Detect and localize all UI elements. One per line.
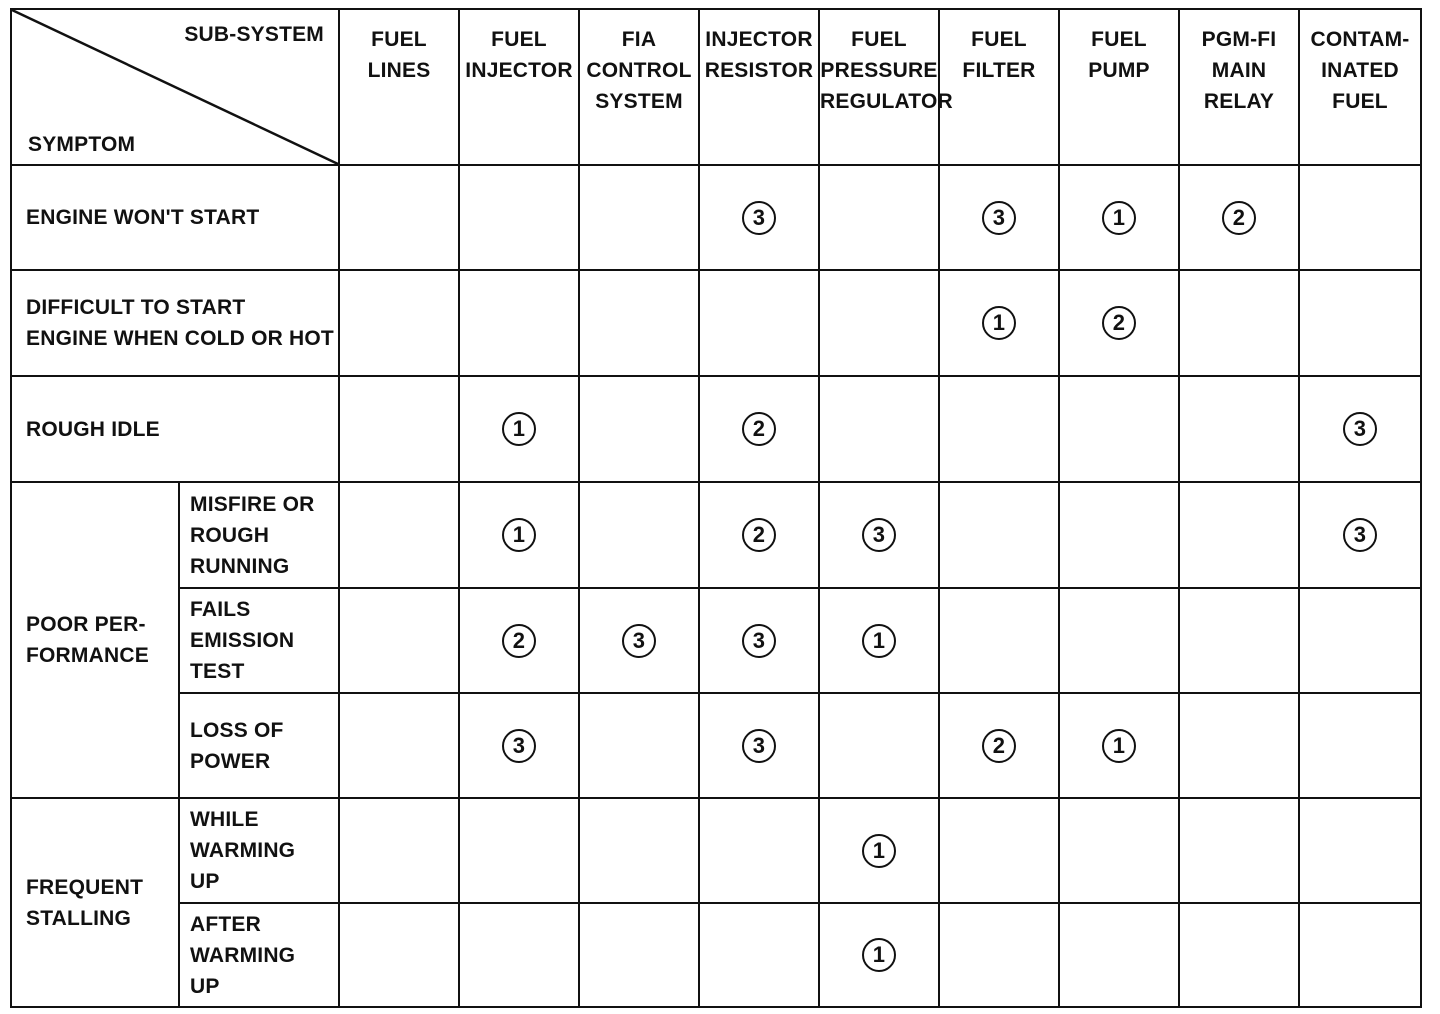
symptom-label <box>11 165 339 270</box>
corner-header-cell <box>11 9 339 165</box>
priority-cell <box>579 588 699 693</box>
priority-number-circle: 1 <box>862 834 896 868</box>
priority-cell <box>1059 693 1179 798</box>
symptom-group-text: STALLING <box>26 906 132 930</box>
priority-cell <box>339 482 459 588</box>
sub-symptom-text: FAILS <box>190 598 251 621</box>
priority-cell <box>339 903 459 1007</box>
priority-number-circle: 2 <box>742 412 776 446</box>
symptom-row <box>11 798 1421 903</box>
header-row <box>11 9 1421 165</box>
priority-number-circle: 3 <box>622 624 656 658</box>
priority-number-circle: 1 <box>1102 729 1136 763</box>
priority-cell <box>579 798 699 903</box>
priority-cell <box>459 798 579 903</box>
priority-cell <box>1299 482 1421 588</box>
column-header-label: RESISTOR <box>704 59 814 82</box>
priority-cell <box>459 165 579 270</box>
sub-symptom-text: AFTER <box>190 912 261 936</box>
priority-cell <box>939 165 1059 270</box>
priority-cell <box>459 588 579 693</box>
sub-symptom-text: RUNNING <box>190 554 290 578</box>
sub-symptom-text: MISFIRE OR <box>190 492 315 516</box>
symptom-row <box>11 270 1421 376</box>
priority-cell <box>699 482 819 588</box>
priority-cell <box>1059 270 1179 376</box>
sub-symptom-text: POWER <box>190 749 271 773</box>
column-header-contaminated-fuel <box>1299 9 1421 165</box>
column-header-injector-resistor <box>699 9 819 165</box>
priority-cell <box>819 903 939 1007</box>
priority-cell <box>339 165 459 270</box>
priority-cell <box>1299 903 1421 1007</box>
priority-cell <box>1179 482 1299 588</box>
sub-symptom-text: WARMING <box>190 943 296 967</box>
column-header-pgm-fi-main-relay <box>1179 9 1299 165</box>
priority-number-circle: 1 <box>502 412 536 446</box>
sub-symptom-label <box>179 903 339 1007</box>
priority-cell <box>819 165 939 270</box>
sub-symptom-text: WARMING <box>190 839 296 862</box>
column-header-label: INATED <box>1321 59 1399 82</box>
column-header-fuel-pump <box>1059 9 1179 165</box>
priority-cell <box>339 270 459 376</box>
priority-cell <box>579 903 699 1007</box>
priority-cell <box>579 376 699 482</box>
priority-cell <box>579 693 699 798</box>
priority-cell <box>339 798 459 903</box>
sub-symptom-text: UP <box>190 870 220 893</box>
priority-number-circle: 3 <box>502 729 536 763</box>
priority-cell <box>939 798 1059 903</box>
sub-symptom-label <box>179 588 339 693</box>
symptom-group-label <box>11 798 179 1007</box>
priority-cell <box>1299 693 1421 798</box>
priority-cell <box>939 588 1059 693</box>
column-header-label: FUEL <box>971 28 1027 51</box>
priority-cell <box>459 376 579 482</box>
column-header-label: FUEL <box>851 28 907 51</box>
priority-number-circle: 3 <box>862 518 896 552</box>
sub-symptom-text: LOSS OF <box>190 718 284 742</box>
column-header-label: MAIN <box>1211 59 1267 82</box>
symptom-group-text: FORMANCE <box>26 644 149 667</box>
sub-symptom-label <box>179 693 339 798</box>
column-header-fia-control <box>579 9 699 165</box>
sub-symptom-text: ROUGH <box>190 523 270 547</box>
priority-cell <box>819 270 939 376</box>
priority-number-circle: 2 <box>742 518 776 552</box>
priority-cell <box>579 270 699 376</box>
priority-cell <box>339 376 459 482</box>
priority-cell <box>1059 376 1179 482</box>
column-header-label: FUEL <box>1091 28 1147 51</box>
column-header-label: FUEL <box>1332 90 1388 113</box>
symptom-troubleshooting-table <box>10 8 1422 1008</box>
sub-symptom-text: EMISSION <box>190 629 295 652</box>
priority-number-circle: 2 <box>502 624 536 658</box>
symptom-text: ROUGH IDLE <box>26 417 160 441</box>
priority-cell <box>1179 903 1299 1007</box>
priority-cell <box>819 376 939 482</box>
sub-symptom-label <box>179 482 339 588</box>
priority-cell <box>819 693 939 798</box>
column-header-label: FUEL <box>371 28 427 51</box>
column-header-fuel-lines <box>339 9 459 165</box>
priority-cell <box>939 903 1059 1007</box>
priority-cell <box>819 482 939 588</box>
priority-cell <box>1179 798 1299 903</box>
priority-number-circle: 1 <box>502 518 536 552</box>
priority-number-circle: 2 <box>1222 201 1256 235</box>
priority-cell <box>819 588 939 693</box>
priority-number-circle: 3 <box>742 729 776 763</box>
column-header-label: INJECTOR <box>705 28 813 51</box>
column-header-fuel-pressure-regulator <box>819 9 953 165</box>
symptom-group-label <box>11 482 179 798</box>
priority-cell <box>699 903 819 1007</box>
priority-cell <box>1299 376 1421 482</box>
sub-symptom-text: TEST <box>190 660 245 683</box>
symptom-label <box>11 376 339 482</box>
priority-number-circle: 3 <box>982 201 1016 235</box>
priority-cell <box>1299 270 1421 376</box>
priority-number-circle: 1 <box>862 938 896 972</box>
priority-number-circle: 3 <box>742 624 776 658</box>
column-header-label: RELAY <box>1203 90 1275 113</box>
priority-cell <box>819 798 939 903</box>
priority-cell <box>1299 588 1421 693</box>
priority-cell <box>699 376 819 482</box>
priority-number-circle: 2 <box>1102 306 1136 340</box>
priority-cell <box>1299 165 1421 270</box>
priority-cell <box>699 798 819 903</box>
priority-cell <box>699 693 819 798</box>
column-header-label: PRESSURE <box>820 59 938 82</box>
priority-cell <box>579 165 699 270</box>
column-header-label: FUEL <box>491 28 547 51</box>
priority-cell <box>1179 270 1299 376</box>
column-header-fuel-injector <box>459 9 579 165</box>
priority-cell <box>1179 376 1299 482</box>
priority-cell <box>1179 588 1299 693</box>
priority-number-circle: 1 <box>1102 201 1136 235</box>
sub-symptom-label <box>179 798 339 903</box>
column-header-label: PUMP <box>1088 59 1150 82</box>
sub-symptom-text: UP <box>190 974 220 998</box>
priority-cell <box>339 693 459 798</box>
symptom-row <box>11 165 1421 270</box>
priority-cell <box>1059 165 1179 270</box>
priority-cell <box>459 270 579 376</box>
symptom-row <box>11 693 1421 798</box>
column-header-fuel-filter <box>939 9 1059 165</box>
column-header-label: FIA <box>621 28 657 51</box>
priority-cell <box>1059 482 1179 588</box>
column-header-label: CONTAM- <box>1310 28 1410 51</box>
symptom-label <box>11 270 339 376</box>
priority-cell <box>699 270 819 376</box>
priority-cell <box>699 165 819 270</box>
priority-cell <box>459 482 579 588</box>
priority-number-circle: 3 <box>1343 412 1377 446</box>
priority-cell <box>1179 165 1299 270</box>
priority-cell <box>699 588 819 693</box>
symptom-group-text: POOR PER- <box>26 613 146 636</box>
symptom-row <box>11 903 1421 1007</box>
symptom-row <box>11 482 1421 588</box>
priority-cell <box>459 903 579 1007</box>
column-header-label: SYSTEM <box>595 90 683 113</box>
symptom-row <box>11 588 1421 693</box>
column-header-label: REGULATOR <box>820 90 953 113</box>
priority-cell <box>1299 798 1421 903</box>
column-header-label: FILTER <box>962 59 1036 82</box>
symptom-row <box>11 376 1421 482</box>
symptom-text: DIFFICULT TO START <box>26 296 246 319</box>
symptom-text: ENGINE WHEN COLD OR HOT <box>26 327 334 350</box>
priority-cell <box>939 376 1059 482</box>
priority-cell <box>459 693 579 798</box>
priority-cell <box>1059 588 1179 693</box>
symptom-heading: SYMPTOM <box>28 133 136 156</box>
column-header-label: PGM-FI <box>1201 28 1277 51</box>
column-header-label: CONTROL <box>586 59 692 82</box>
symptom-group-text: FREQUENT <box>26 875 144 899</box>
priority-number-circle: 3 <box>1343 518 1377 552</box>
priority-cell <box>339 588 459 693</box>
priority-cell <box>1179 693 1299 798</box>
symptom-text: ENGINE WON'T START <box>26 206 260 229</box>
priority-cell <box>939 482 1059 588</box>
priority-cell <box>939 270 1059 376</box>
priority-number-circle: 3 <box>742 201 776 235</box>
priority-cell <box>939 693 1059 798</box>
column-header-label: INJECTOR <box>465 59 573 82</box>
priority-cell <box>579 482 699 588</box>
sub-system-heading: SUB-SYSTEM <box>184 23 324 46</box>
priority-cell <box>1059 798 1179 903</box>
priority-number-circle: 1 <box>862 624 896 658</box>
priority-number-circle: 2 <box>982 729 1016 763</box>
column-header-label: LINES <box>367 59 431 82</box>
priority-number-circle: 1 <box>982 306 1016 340</box>
priority-cell <box>1059 903 1179 1007</box>
sub-symptom-text: WHILE <box>190 808 259 831</box>
